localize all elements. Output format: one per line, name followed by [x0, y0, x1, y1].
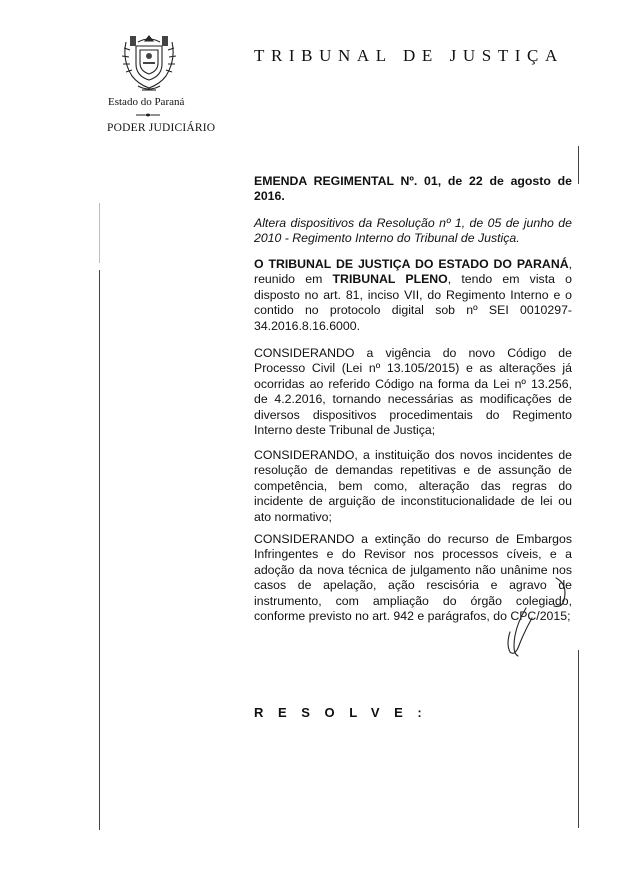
margin-line-left-upper [99, 203, 100, 263]
ornament-divider [136, 112, 160, 118]
considerando-paragraph-1: CONSIDERANDO a vigência do novo Código de Processo Civil (Lei nº 13.105/2015) e as alterações já ocorridas ao referido Código na forma da Lei nº 13.256, de 4.2.2016, tornando necessárias as modificações de diversos dispositivos procedimentais do Regimento Interno deste Tribunal de Justiça; [254, 346, 572, 438]
document-summary: Altera dispositivos da Resolução nº 1, de 05 de junho de 2010 - Regimento Interno do Tribunal de Justiça. [254, 216, 572, 246]
handwritten-initials [490, 560, 570, 670]
considerando-paragraph-3: CONSIDERANDO a extinção do recurso de Embargos Infringentes e do Revisor nos processos cíveis, e a adoção da nova técnica de julgamento não unânime nos casos de apelação, ação rescisória e agravo de instrumento, com ampliação do órgão colegiado, conforme previsto no art. 942 e parágrafos, do CPC/2015; [254, 532, 572, 624]
plenary-name: TRIBUNAL PLENO [332, 272, 448, 287]
preamble-text-1: , reunido em [254, 257, 572, 287]
document-title: EMENDA REGIMENTAL Nº. 01, de 22 de agosto de 2016. [254, 174, 572, 204]
resolve-heading: RESOLVE: [254, 705, 437, 720]
court-full-name: O TRIBUNAL DE JUSTIÇA DO ESTADO DO PARANÁ [254, 257, 569, 271]
margin-line-right-upper [578, 146, 579, 184]
judiciary-name: PODER JUDICIÁRIO [107, 122, 216, 134]
margin-line-left [99, 270, 100, 830]
preamble-text-2: , tendo em vista o disposto no art. 81, inciso VII, do Regimento Interno e o contido no protocolo digital sob nº SEI 0010297-34.2016.8.16.6000. [254, 272, 573, 333]
considerando-paragraph-2: CONSIDERANDO, a instituição dos novos incidentes de resolução de demandas repetitivas e de assunção de competência, bem como, alteração das regras do incidente de arguição de inconstitucionalidade de lei ou ato normativo; [254, 448, 572, 524]
parana-coat-of-arms-icon [118, 28, 180, 94]
preamble-paragraph [254, 257, 572, 334]
margin-line-right [578, 650, 579, 828]
state-name: Estado do Paraná [108, 96, 185, 108]
court-name: TRIBUNAL DE JUSTIÇA [254, 46, 564, 65]
